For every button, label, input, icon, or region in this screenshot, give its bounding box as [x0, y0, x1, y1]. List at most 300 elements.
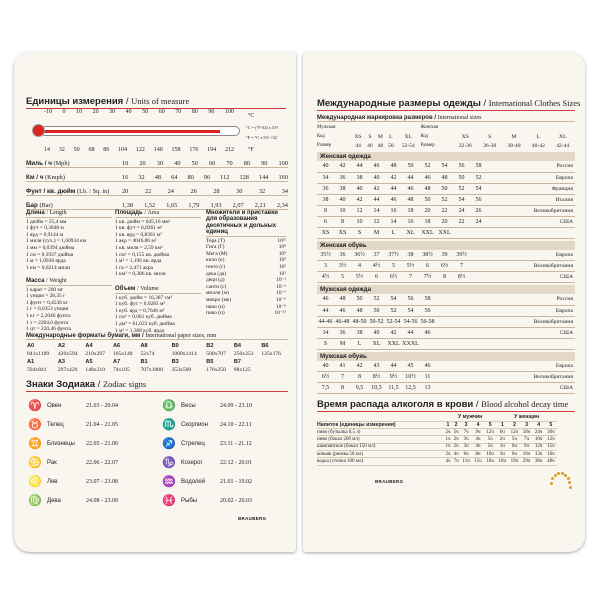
size-cell: 52	[368, 294, 385, 305]
size-country: Россия	[487, 161, 575, 172]
size-cell: 39½	[453, 250, 470, 261]
conversion-value: 24	[167, 188, 174, 195]
zodiac-dates: 23.11 - 21.12	[220, 440, 252, 447]
size-country: США	[487, 327, 575, 338]
volume-row: 1 куб. фут = 0,0283 м³	[115, 301, 165, 308]
size-cell: 43	[368, 361, 385, 372]
units-section	[26, 96, 288, 521]
prefix-value: 10⁻⁹	[275, 303, 286, 310]
size-cell: 48	[436, 172, 453, 183]
conversion-value: 32	[138, 174, 145, 181]
prefix-value: 10⁻¹²	[274, 310, 286, 317]
alcohol-time: 18ч	[521, 429, 533, 436]
zodiac-row	[162, 396, 286, 415]
decorative-dot	[550, 482, 553, 485]
size-cell: 36	[334, 250, 351, 261]
alcohol-drink-header: Напиток (единицы измерения)	[317, 421, 444, 428]
conversion-label	[26, 202, 122, 209]
conversion-label-rest: (Mph)	[51, 160, 70, 167]
length-row: 1 мм = 0,0394 дюйма	[26, 244, 75, 251]
size-cell	[436, 327, 453, 338]
zodiac-title-rule	[26, 391, 288, 392]
paper-title-rule	[26, 339, 288, 340]
alcohol-time: 6ч	[508, 443, 520, 450]
prefix-name: милли (м)	[206, 290, 229, 297]
size-row	[317, 272, 575, 283]
conversion-label-bold: Фунт / кв. дюйм	[26, 188, 76, 195]
size-cell: 42	[351, 361, 368, 372]
area-block: Площадь / Area 1 кв. дюйм = 645,16 мм² 1 кв. фут = 0,8361 м² 1 кв. ярд = 0,8361 м² 1 акр = 4046,86 м² 1 кв. миля = 2,59 км² 1 см² = 0,155 кв. дюйма 1 м² = 1,196 кв. ярда 1 га = 2,471 акра 1 км² = 0,386 кв. мили	[115, 210, 201, 278]
volume-row: 1 куб. ярд = 0,7646 м³	[115, 307, 165, 314]
prefix-name: микро (мк)	[206, 296, 232, 303]
zodiac-dates: 20.02 - 20.03	[220, 497, 252, 504]
alcohol-time: 3ч	[496, 450, 508, 457]
prefix-row	[206, 277, 286, 284]
alcohol-group-row	[317, 414, 557, 421]
zodiac-sign-icon: ♍	[28, 494, 42, 507]
size-row	[317, 294, 575, 305]
conversion-label	[26, 160, 122, 167]
volume-row: 1 дм³ = 61,023 куб. дюйма	[115, 320, 175, 327]
conversion-value: 2,07	[232, 202, 244, 209]
formula-f: °F = °C x 9/5 +32	[246, 135, 277, 140]
paper-sizes-block	[26, 333, 288, 374]
paper-cell: A7	[112, 359, 121, 365]
brand-logo-left: BRAUBERG	[238, 516, 267, 521]
units-title: Единицы измерения / Units of measure	[26, 96, 190, 107]
size-row	[317, 172, 575, 183]
paper-row	[26, 366, 288, 374]
conversion-value: 70	[226, 160, 233, 167]
size-row	[317, 161, 575, 172]
paper-cell: 500x707	[206, 351, 226, 357]
alcohol-time: 2ч	[453, 444, 459, 450]
alcohol-time: 3ч	[496, 443, 508, 450]
alcohol-spacer	[317, 414, 444, 421]
prefix-value: 10⁻¹	[276, 277, 286, 284]
paper-cell: A5	[85, 359, 93, 365]
size-cell: 40	[317, 361, 334, 372]
size-cell: XXXL	[402, 338, 419, 349]
size-cell: 40	[334, 194, 351, 205]
size-cell: 10½	[402, 372, 419, 383]
size-cell: 7,5	[317, 383, 334, 394]
alcohol-row	[317, 429, 557, 436]
prefix-row	[206, 257, 286, 264]
size-cell: 50	[419, 194, 436, 205]
size-cell: 22	[453, 216, 470, 227]
alcohol-drink: водка (стопка 100 мл)	[317, 458, 444, 465]
zodiac-title: Знаки Зодиака / Zodiac signs	[26, 379, 147, 390]
alcohol-weight: 3	[521, 421, 533, 428]
size-cell: 54	[436, 161, 453, 172]
size-cell: 42	[351, 194, 368, 205]
alcohol-title: Время распада алкоголя в крови / Blood alcohol decay time	[317, 399, 569, 410]
alcohol-time: 6ч	[460, 450, 472, 457]
size-cell: 37½	[385, 250, 402, 261]
size-cell: 46-48	[334, 316, 351, 327]
paper-cell: A1	[27, 359, 35, 365]
size-cell: 40	[368, 327, 385, 338]
size-cell: 24	[470, 216, 487, 227]
decorative-dot	[561, 472, 564, 475]
size-cell: 7	[453, 261, 470, 272]
alcohol-time: 15ч	[472, 458, 484, 465]
alcohol-drink: пиво (бутылка 0,5 л)	[317, 429, 444, 436]
prefix-value: 10²	[278, 264, 286, 270]
zodiac-sign-icon: ♓	[162, 494, 176, 507]
size-cell: 8	[436, 272, 453, 283]
size-cell	[453, 305, 470, 316]
size-cell: 8½	[368, 372, 385, 383]
size-cell: 44	[368, 194, 385, 205]
paper-cell: A3	[57, 359, 66, 365]
length-row: 1 см = 0,3937 дюйма	[26, 251, 74, 258]
alcohol-time: 19ч	[508, 458, 520, 465]
zodiac-sign-icon: ♎	[162, 399, 176, 412]
fahrenheit-tick: 122	[135, 147, 145, 153]
alcohol-time: 11ч	[460, 458, 472, 465]
marking-women-size: 38-40	[507, 142, 521, 149]
size-cell: 10,5	[368, 383, 385, 394]
zodiac-name: Телец	[47, 421, 64, 428]
size-cell: 7	[334, 372, 351, 383]
size-cell: 5½	[351, 272, 368, 283]
size-row	[317, 216, 575, 227]
paper-cell: 74x105	[112, 367, 130, 373]
formula-c: °C = (°F-32) x 5/9	[246, 125, 278, 130]
conversion-value: 30	[236, 188, 243, 195]
size-cell: 6	[368, 272, 385, 283]
marking-code-label: Код	[420, 134, 429, 139]
length-row: 1 ярд = 0,9144 м	[26, 231, 64, 238]
marking-men-label: Мужская	[317, 125, 336, 130]
size-cell: 48	[419, 183, 436, 194]
conversion-value: 32	[258, 188, 266, 195]
paper-row	[26, 350, 288, 358]
size-cell: 54	[402, 305, 419, 316]
size-row	[317, 338, 575, 349]
paper-cell: 176x250	[206, 367, 226, 373]
size-row	[317, 205, 575, 216]
marking-size-row	[317, 141, 575, 150]
zodiac-name: Дева	[47, 497, 61, 504]
size-cell	[436, 294, 453, 305]
fahrenheit-tick: 194	[207, 147, 217, 153]
size-cell: 20	[419, 205, 436, 216]
size-cell: XXL	[436, 227, 453, 238]
size-group-title: Женская одежда	[317, 152, 575, 161]
conversion-value: 10	[122, 160, 129, 167]
size-country: Европа	[487, 172, 575, 183]
size-cell: 36½	[351, 250, 368, 261]
alcohol-time: 2ч	[496, 436, 508, 443]
alcohol-men-label: У мужчин	[444, 414, 496, 421]
alcohol-time: 12ч	[508, 429, 520, 436]
celsius-tick: 70	[175, 109, 182, 115]
size-cell: 35½	[317, 250, 334, 261]
size-cell: 8	[351, 372, 368, 383]
size-row	[317, 383, 575, 394]
marking-spacer	[396, 123, 420, 132]
zodiac-dates: 21.03 - 20.04	[86, 402, 118, 409]
size-cell: 48	[334, 294, 351, 305]
size-cell: 9½	[385, 372, 402, 383]
size-country: Италия	[487, 194, 575, 205]
size-cell: 7½	[419, 272, 436, 283]
alcohol-time: 16ч	[545, 450, 557, 457]
size-row	[317, 250, 575, 261]
decorative-dot	[554, 474, 557, 477]
size-cell: 38	[402, 250, 419, 261]
paper-row	[26, 358, 288, 366]
marking-women-size: 32-36	[458, 142, 472, 149]
area-row: 1 см² = 0,155 кв. дюйма	[115, 251, 169, 258]
alcohol-time: 7ч	[460, 429, 472, 436]
size-row	[317, 327, 575, 338]
marking-spacer	[351, 123, 364, 132]
size-cell: 48	[385, 161, 402, 172]
zodiac-name: Скорпион	[181, 421, 208, 428]
size-cell: 34	[317, 327, 334, 338]
marking-spacer	[365, 123, 375, 132]
size-cell: 56	[402, 294, 419, 305]
conversion-label-rest: (Kmph)	[43, 174, 65, 181]
left-page	[14, 52, 296, 552]
area-row: 1 м² = 1,196 кв. ярда	[115, 258, 162, 265]
size-cell: 5	[385, 261, 402, 272]
size-cell	[436, 372, 453, 383]
conversion-value: 1,65	[166, 202, 178, 209]
alcohol-women-label: У женщин	[496, 414, 557, 421]
size-cell: 38	[351, 327, 368, 338]
size-cell: 50-52	[368, 316, 385, 327]
alcohol-time: 12ч	[545, 436, 557, 443]
conversion-row	[26, 185, 288, 196]
size-cell: XXL	[385, 338, 402, 349]
size-country: США	[487, 216, 575, 227]
marking-spacer	[551, 123, 575, 132]
size-cell: 42	[368, 183, 385, 194]
paper-cell: 297x420	[57, 367, 78, 373]
marking-women-code: XS	[461, 133, 469, 140]
size-cell	[419, 338, 436, 349]
size-cell: 6½	[317, 372, 334, 383]
alcohol-weight: 2	[508, 421, 520, 428]
prefix-value: 10¹	[278, 270, 286, 277]
size-cell: XXL	[419, 227, 436, 238]
decorative-dot	[569, 486, 572, 489]
alcohol-time: 4ч	[453, 451, 459, 457]
size-cell: S	[317, 338, 334, 349]
prefix-row	[206, 244, 286, 251]
alcohol-time: 13ч	[533, 450, 545, 457]
zodiac-row	[28, 415, 152, 434]
alcohol-time: 10ч	[533, 436, 545, 443]
prefix-value: 10¹²	[277, 237, 286, 244]
celsius-tick: 60	[158, 109, 165, 115]
size-cell: 40	[351, 183, 368, 194]
size-cell: 44	[385, 361, 402, 372]
zodiac-row	[28, 472, 152, 491]
alcohol-time: 3ч	[460, 443, 472, 450]
marking-men-size: 46	[367, 142, 373, 149]
mass-row: 1 цт = 220,46 фунта	[26, 326, 71, 333]
conversion-value: 26	[190, 188, 197, 195]
conversion-label-bold: Миль / ч	[26, 160, 52, 167]
marking-men-size: 48	[377, 142, 384, 149]
size-row	[317, 183, 575, 194]
celsius-tick: 30	[109, 109, 116, 115]
size-cell: 50	[351, 294, 368, 305]
alcohol-time: 2ч	[445, 429, 451, 435]
size-cell	[436, 316, 453, 327]
fahrenheit-tick: 32	[58, 147, 65, 153]
size-cell: 12	[368, 216, 385, 227]
zodiac-dates: 21.01 - 19.02	[220, 478, 252, 485]
size-cell: 24	[453, 205, 470, 216]
size-cell: 46	[402, 183, 419, 194]
size-cell: 48-50	[351, 316, 368, 327]
zodiac-row	[28, 491, 152, 510]
paper-cell: B6	[261, 343, 269, 349]
size-cell: 56	[453, 161, 470, 172]
conversion-values	[122, 202, 288, 209]
size-cell: 44	[317, 305, 334, 316]
size-cell: 46	[385, 194, 402, 205]
paper-sizes-title: Международные форматы бумаги, мм / International paper sizes, mm	[26, 333, 217, 339]
marking-women-code: S	[488, 133, 492, 140]
size-cell: 44	[402, 327, 419, 338]
marking-women-size: 42-44	[556, 142, 570, 149]
conversion-values	[122, 174, 288, 181]
size-country: Европа	[487, 305, 575, 316]
conversion-value: 112	[220, 174, 230, 181]
celsius-tick: 10	[76, 109, 83, 115]
alcohol-header-row	[317, 421, 557, 428]
size-cell: 6½	[385, 272, 402, 283]
size-cell: 14	[385, 216, 402, 227]
size-row	[317, 194, 575, 205]
alcohol-weight: 5	[545, 421, 557, 428]
size-cell: 41	[334, 361, 351, 372]
fahrenheit-tick: 104	[118, 147, 128, 153]
size-cell	[470, 227, 487, 238]
conversion-value: 1,93	[210, 202, 222, 209]
size-cell: 18	[402, 205, 419, 216]
prefix-name: Гига (Г)	[206, 244, 225, 251]
size-cell: XS	[317, 227, 334, 238]
size-cell: 6	[317, 216, 334, 227]
size-cell: 45	[402, 361, 419, 372]
size-country: Великобритания	[487, 316, 575, 327]
size-row	[317, 227, 575, 238]
size-group-table	[317, 294, 575, 350]
size-cell: 38	[317, 194, 334, 205]
mass-row: 1 унция = 28,35 г	[26, 293, 66, 300]
zodiac-sign-icon: ♋	[28, 456, 42, 469]
size-cell: 56	[470, 194, 487, 205]
size-cell: 46	[419, 327, 436, 338]
paper-cell: A6	[112, 343, 121, 349]
marking-women-size: 40-42	[531, 142, 545, 149]
paper-cell: A2	[57, 343, 66, 349]
fahrenheit-tick: 212	[224, 147, 234, 153]
size-cell: 36	[334, 327, 351, 338]
marking-table	[317, 123, 575, 150]
alcohol-time: 29ч	[521, 458, 533, 465]
marking-men-size: 44	[355, 142, 361, 149]
marking-men-code: XL	[404, 133, 412, 140]
marking-men-code: S	[368, 133, 372, 140]
alcohol-row	[317, 436, 557, 443]
size-cell	[436, 305, 453, 316]
zodiac-name: Козерог	[181, 459, 203, 466]
conversion-label	[26, 188, 122, 195]
size-country	[487, 227, 575, 238]
size-cell: 4	[351, 261, 368, 272]
conversion-label	[26, 174, 122, 181]
thermometer	[26, 109, 288, 155]
conversion-value: 100	[278, 160, 288, 167]
alcohol-time: 8ч	[472, 450, 484, 457]
paper-cell: 420x594	[57, 351, 78, 357]
size-country: Европа	[487, 361, 575, 372]
alcohol-time: 5ч	[453, 429, 459, 435]
paper-cell: B5	[206, 359, 214, 365]
alcohol-weight: 3	[460, 421, 472, 428]
zodiac-sign-icon: ♏	[162, 418, 176, 431]
conversion-value: 20	[139, 160, 146, 167]
size-cell: 58	[419, 294, 436, 305]
size-cell: 50	[368, 305, 385, 316]
length-block: Длина / Length 1 дюйм = 25,4 мм 1 фут = 0,3048 м 1 ярд = 0,9144 м 1 миля (сух.) = 1,60934 км 1 мм = 0,0394 дюйма 1 см = 0,3937 дюйма 1 м = 1,0936 ярда 1 км = 0,6214 мили	[26, 210, 112, 271]
marking-men-code: XS	[354, 133, 362, 140]
size-cell: 52-54	[385, 316, 402, 327]
size-cell: 9,5	[351, 383, 368, 394]
size-cell: 8	[334, 383, 351, 394]
size-cell: 16	[385, 205, 402, 216]
size-cell	[470, 316, 487, 327]
size-country	[487, 338, 575, 349]
size-cell: 40	[317, 161, 334, 172]
size-cell	[453, 372, 470, 383]
alcohol-time: 10ч	[521, 450, 533, 457]
size-country: Россия	[487, 294, 575, 305]
size-cell: 52	[436, 194, 453, 205]
conversion-value: 128	[239, 174, 249, 181]
paper-cell: A4	[85, 343, 93, 349]
zodiac-name: Водолей	[181, 478, 206, 485]
size-group-table	[317, 250, 575, 284]
mass-block: Масса / Weight 1 карат = 200 мг 1 унция = 28,35 г 1 фунт = 0,4536 кг 1 г = 0,0353 унции 1 кг = 2,2046 фунта 1 т = 2204,6 фунта 1 цт = 220,46 фунта	[26, 278, 112, 333]
prefix-name: нано (н)	[206, 303, 225, 310]
size-group-table	[317, 361, 575, 395]
paper-cell: 88x125	[233, 367, 251, 373]
zodiac-name: Лев	[47, 478, 58, 485]
marking-spacer	[502, 123, 526, 132]
zodiac-row	[162, 434, 286, 453]
marking-spacer	[526, 123, 550, 132]
size-cell: 36	[317, 183, 334, 194]
size-cell: 42	[385, 172, 402, 183]
marking-label-row	[317, 123, 575, 132]
prefix-name: Мега (М)	[206, 250, 228, 257]
paper-cell: A8	[140, 343, 148, 349]
zodiac-name: Близнецы	[47, 440, 75, 447]
marking-size-label: Размер	[420, 143, 435, 148]
zodiac-section	[26, 379, 288, 392]
